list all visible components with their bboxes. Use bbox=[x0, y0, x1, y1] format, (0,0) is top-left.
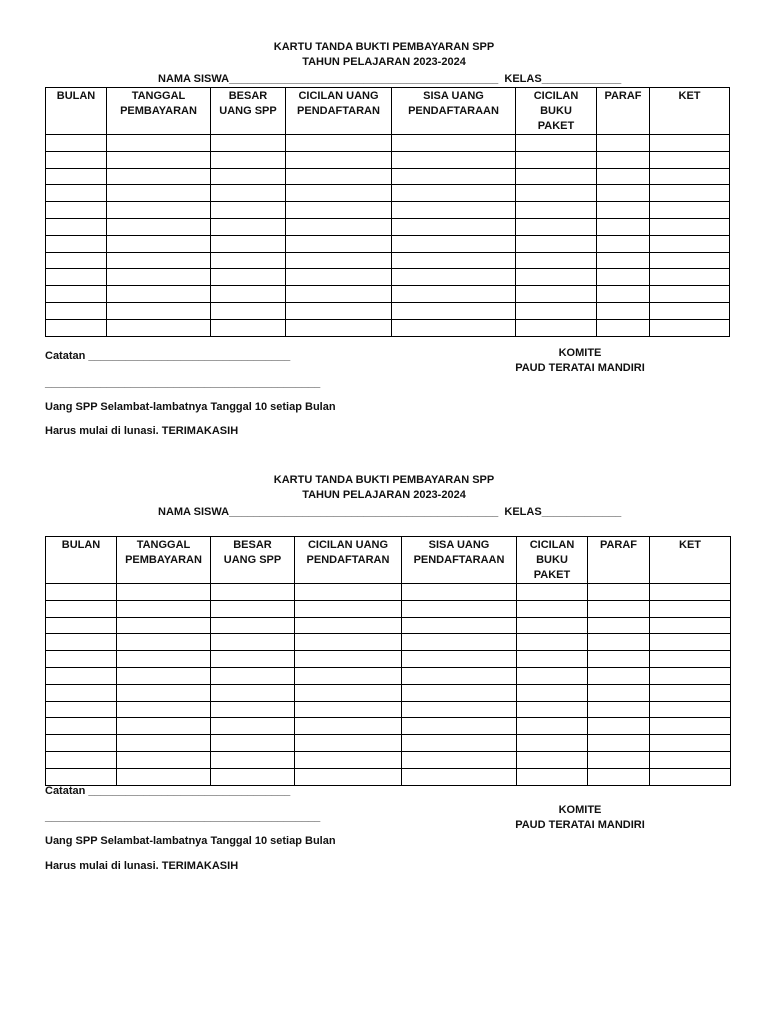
table-cell bbox=[517, 617, 588, 634]
notes-line: _________________________________ bbox=[88, 350, 291, 362]
table-cell bbox=[46, 286, 107, 303]
table-row bbox=[46, 135, 730, 152]
table-cell bbox=[211, 617, 295, 634]
table-cell bbox=[211, 651, 295, 668]
table-cell bbox=[516, 218, 597, 235]
table-cell bbox=[295, 651, 402, 668]
table-cell bbox=[516, 202, 597, 219]
table-cell bbox=[295, 701, 402, 718]
table-cell bbox=[402, 751, 517, 768]
table-cell bbox=[107, 269, 211, 286]
table-cell bbox=[117, 701, 211, 718]
table-cell bbox=[597, 235, 650, 252]
table-cell bbox=[117, 651, 211, 668]
committee-name: PAUD TERATAI MANDIRI bbox=[515, 362, 645, 374]
payment-table bbox=[45, 87, 730, 337]
column-header: CICILAN UANG PENDAFTARAN bbox=[295, 537, 402, 584]
table-cell bbox=[650, 634, 731, 651]
column-header: CICILAN BUKU PAKET bbox=[517, 537, 588, 584]
column-header: SISA UANG PENDAFTARAAN bbox=[392, 88, 516, 135]
table-cell bbox=[46, 218, 107, 235]
table-cell bbox=[517, 768, 588, 785]
table-row bbox=[46, 286, 730, 303]
table-cell bbox=[295, 600, 402, 617]
table-cell bbox=[286, 252, 392, 269]
table-cell bbox=[117, 768, 211, 785]
table-cell bbox=[650, 617, 731, 634]
table-cell bbox=[46, 634, 117, 651]
table-cell bbox=[588, 584, 650, 601]
table-cell bbox=[392, 319, 516, 336]
table-cell bbox=[117, 617, 211, 634]
committee-block bbox=[490, 346, 670, 376]
table-cell bbox=[588, 701, 650, 718]
table-cell bbox=[650, 718, 731, 735]
table-cell bbox=[211, 684, 295, 701]
table-cell bbox=[597, 286, 650, 303]
table-row bbox=[46, 667, 731, 684]
academic-year: TAHUN PELAJARAN 2023-2024 bbox=[302, 489, 466, 501]
table-cell bbox=[117, 751, 211, 768]
table-cell bbox=[286, 286, 392, 303]
column-header: BULAN bbox=[46, 537, 117, 584]
table-row bbox=[46, 151, 730, 168]
table-cell bbox=[588, 751, 650, 768]
table-cell bbox=[117, 735, 211, 752]
closing-text: Harus mulai di lunasi. TERIMAKASIH bbox=[45, 860, 239, 872]
table-cell bbox=[516, 252, 597, 269]
table-header-row bbox=[46, 88, 730, 135]
table-header-row bbox=[46, 537, 731, 584]
table-cell bbox=[650, 218, 730, 235]
table-cell bbox=[588, 651, 650, 668]
table-cell bbox=[650, 701, 731, 718]
table-cell bbox=[286, 168, 392, 185]
table-cell bbox=[295, 584, 402, 601]
table-cell bbox=[211, 701, 295, 718]
table-cell bbox=[286, 218, 392, 235]
table-row bbox=[46, 584, 731, 601]
table-cell bbox=[117, 600, 211, 617]
table-row bbox=[46, 617, 731, 634]
table-cell bbox=[588, 718, 650, 735]
table-cell bbox=[46, 735, 117, 752]
student-name-label: NAMA SISWA bbox=[158, 73, 230, 85]
notes-line-2: _____________________________________________ bbox=[45, 377, 321, 389]
table-cell bbox=[597, 135, 650, 152]
table-cell bbox=[107, 168, 211, 185]
table-cell bbox=[392, 269, 516, 286]
table-cell bbox=[517, 735, 588, 752]
table-cell bbox=[211, 235, 286, 252]
table-cell bbox=[46, 319, 107, 336]
card-title: KARTU TANDA BUKTI PEMBAYARAN SPP bbox=[273, 474, 495, 486]
student-name-line: ____________________________________________ bbox=[229, 73, 499, 85]
table-row bbox=[46, 634, 731, 651]
table-cell bbox=[46, 684, 117, 701]
column-header: KET bbox=[650, 537, 731, 584]
table-cell bbox=[295, 684, 402, 701]
table-cell bbox=[107, 151, 211, 168]
table-cell bbox=[588, 634, 650, 651]
table-cell bbox=[517, 667, 588, 684]
table-cell bbox=[107, 302, 211, 319]
table-cell bbox=[46, 252, 107, 269]
table-cell bbox=[392, 302, 516, 319]
table-row bbox=[46, 718, 731, 735]
table-row bbox=[46, 168, 730, 185]
table-cell bbox=[588, 667, 650, 684]
column-header: BESAR UANG SPP bbox=[211, 537, 295, 584]
student-name-label: NAMA SISWA bbox=[158, 506, 230, 518]
table-cell bbox=[211, 718, 295, 735]
table-cell bbox=[650, 319, 730, 336]
table-cell bbox=[295, 751, 402, 768]
table-cell bbox=[211, 634, 295, 651]
column-header: BESAR UANG SPP bbox=[211, 88, 286, 135]
table-cell bbox=[211, 768, 295, 785]
table-cell bbox=[516, 168, 597, 185]
table-cell bbox=[295, 718, 402, 735]
table-cell bbox=[516, 185, 597, 202]
table-cell bbox=[597, 302, 650, 319]
table-cell bbox=[402, 768, 517, 785]
table-cell bbox=[392, 135, 516, 152]
table-row bbox=[46, 302, 730, 319]
table-cell bbox=[107, 252, 211, 269]
table-cell bbox=[650, 584, 731, 601]
table-row bbox=[46, 269, 730, 286]
table-cell bbox=[107, 319, 211, 336]
table-body bbox=[46, 584, 731, 786]
table-cell bbox=[46, 168, 107, 185]
table-cell bbox=[402, 651, 517, 668]
committee-name: PAUD TERATAI MANDIRI bbox=[515, 819, 645, 831]
table-cell bbox=[117, 684, 211, 701]
table-cell bbox=[516, 302, 597, 319]
table-cell bbox=[107, 235, 211, 252]
table-cell bbox=[46, 667, 117, 684]
table-cell bbox=[650, 185, 730, 202]
table-cell bbox=[46, 600, 117, 617]
table-cell bbox=[117, 718, 211, 735]
table-cell bbox=[286, 302, 392, 319]
table-cell bbox=[402, 634, 517, 651]
table-cell bbox=[211, 151, 286, 168]
table-cell bbox=[46, 235, 107, 252]
table-cell bbox=[650, 135, 730, 152]
table-cell bbox=[211, 584, 295, 601]
table-cell bbox=[588, 768, 650, 785]
notes-label: Catatan bbox=[45, 350, 86, 362]
table-cell bbox=[402, 617, 517, 634]
notes-row bbox=[45, 784, 290, 798]
payment-rule: Uang SPP Selambat-lambatnya Tanggal 10 setiap Bulan bbox=[45, 835, 336, 847]
column-header: TANGGAL PEMBAYARAN bbox=[107, 88, 211, 135]
committee-block bbox=[490, 803, 670, 833]
table-cell bbox=[597, 319, 650, 336]
table-cell bbox=[650, 667, 731, 684]
table-cell bbox=[517, 634, 588, 651]
column-header: TANGGAL PEMBAYARAN bbox=[117, 537, 211, 584]
table-cell bbox=[597, 252, 650, 269]
card-title: KARTU TANDA BUKTI PEMBAYARAN SPP bbox=[273, 41, 495, 53]
table-cell bbox=[402, 718, 517, 735]
table-cell bbox=[650, 735, 731, 752]
table-cell bbox=[597, 269, 650, 286]
table-cell bbox=[597, 218, 650, 235]
table-cell bbox=[402, 600, 517, 617]
table-cell bbox=[597, 185, 650, 202]
table-cell bbox=[516, 235, 597, 252]
table-cell bbox=[211, 751, 295, 768]
table-cell bbox=[46, 202, 107, 219]
table-row bbox=[46, 600, 731, 617]
column-header: PARAF bbox=[597, 88, 650, 135]
class-label: KELAS bbox=[504, 73, 542, 85]
table-cell bbox=[211, 185, 286, 202]
table-cell bbox=[402, 735, 517, 752]
table-cell bbox=[211, 269, 286, 286]
table-body bbox=[46, 135, 730, 337]
column-header: BULAN bbox=[46, 88, 107, 135]
table-cell bbox=[211, 667, 295, 684]
table-cell bbox=[517, 651, 588, 668]
table-cell bbox=[516, 269, 597, 286]
table-row bbox=[46, 735, 731, 752]
table-cell bbox=[392, 151, 516, 168]
table-cell bbox=[211, 600, 295, 617]
table-cell bbox=[650, 768, 731, 785]
table-cell bbox=[286, 185, 392, 202]
table-row bbox=[46, 768, 731, 785]
column-header: SISA UANG PENDAFTARAAN bbox=[402, 537, 517, 584]
table-row bbox=[46, 751, 731, 768]
table-row bbox=[46, 651, 731, 668]
table-cell bbox=[392, 202, 516, 219]
table-cell bbox=[117, 634, 211, 651]
table-row bbox=[46, 202, 730, 219]
table-cell bbox=[211, 168, 286, 185]
column-header: CICILAN UANG PENDAFTARAN bbox=[286, 88, 392, 135]
table-row bbox=[46, 684, 731, 701]
table-cell bbox=[650, 235, 730, 252]
student-info-row bbox=[158, 72, 621, 86]
table-cell bbox=[588, 617, 650, 634]
closing-text: Harus mulai di lunasi. TERIMAKASIH bbox=[45, 425, 239, 437]
table-row bbox=[46, 235, 730, 252]
table-cell bbox=[107, 218, 211, 235]
table-cell bbox=[46, 718, 117, 735]
table-cell bbox=[286, 202, 392, 219]
student-info-row bbox=[158, 505, 621, 519]
table-cell bbox=[517, 600, 588, 617]
table-cell bbox=[46, 151, 107, 168]
table-cell bbox=[650, 751, 731, 768]
table-cell bbox=[46, 185, 107, 202]
table-cell bbox=[517, 684, 588, 701]
table-cell bbox=[295, 634, 402, 651]
academic-year: TAHUN PELAJARAN 2023-2024 bbox=[302, 56, 466, 68]
table-cell bbox=[588, 600, 650, 617]
table-cell bbox=[107, 202, 211, 219]
table-cell bbox=[392, 185, 516, 202]
notes-row bbox=[45, 349, 290, 363]
table-cell bbox=[650, 651, 731, 668]
table-cell bbox=[402, 667, 517, 684]
table-cell bbox=[392, 168, 516, 185]
table-cell bbox=[402, 701, 517, 718]
table-cell bbox=[107, 185, 211, 202]
table-cell bbox=[286, 235, 392, 252]
table-cell bbox=[46, 768, 117, 785]
table-cell bbox=[46, 135, 107, 152]
table-cell bbox=[117, 584, 211, 601]
table-cell bbox=[516, 151, 597, 168]
table-cell bbox=[402, 584, 517, 601]
table-cell bbox=[211, 302, 286, 319]
table-cell bbox=[295, 768, 402, 785]
column-header: PARAF bbox=[588, 537, 650, 584]
table-cell bbox=[211, 135, 286, 152]
table-cell bbox=[650, 286, 730, 303]
table-cell bbox=[516, 286, 597, 303]
table-cell bbox=[46, 584, 117, 601]
class-label: KELAS bbox=[504, 506, 542, 518]
table-cell bbox=[392, 252, 516, 269]
table-cell bbox=[211, 218, 286, 235]
table-cell bbox=[46, 617, 117, 634]
column-header: CICILAN BUKU PAKET bbox=[516, 88, 597, 135]
payment-table bbox=[45, 536, 731, 786]
student-name-line: ____________________________________________ bbox=[229, 506, 499, 518]
table-cell bbox=[517, 701, 588, 718]
table-row bbox=[46, 319, 730, 336]
notes-line-2: _____________________________________________ bbox=[45, 811, 321, 823]
class-line: _____________ bbox=[541, 506, 622, 518]
table-cell bbox=[286, 135, 392, 152]
table-cell bbox=[650, 302, 730, 319]
table-cell bbox=[295, 735, 402, 752]
table-cell bbox=[392, 218, 516, 235]
table-cell bbox=[597, 168, 650, 185]
table-cell bbox=[597, 151, 650, 168]
table-cell bbox=[517, 584, 588, 601]
table-cell bbox=[588, 735, 650, 752]
table-cell bbox=[392, 286, 516, 303]
table-cell bbox=[516, 135, 597, 152]
table-cell bbox=[597, 202, 650, 219]
table-cell bbox=[211, 252, 286, 269]
table-row bbox=[46, 218, 730, 235]
table-cell bbox=[46, 701, 117, 718]
table-cell bbox=[286, 151, 392, 168]
table-cell bbox=[650, 151, 730, 168]
table-row bbox=[46, 701, 731, 718]
payment-rule: Uang SPP Selambat-lambatnya Tanggal 10 setiap Bulan bbox=[45, 401, 336, 413]
table-cell bbox=[46, 651, 117, 668]
committee-title: KOMITE bbox=[558, 804, 602, 816]
table-cell bbox=[650, 168, 730, 185]
table-cell bbox=[286, 269, 392, 286]
table-cell bbox=[517, 751, 588, 768]
table-cell bbox=[107, 135, 211, 152]
table-cell bbox=[516, 319, 597, 336]
table-row bbox=[46, 252, 730, 269]
class-line: _____________ bbox=[541, 73, 622, 85]
table-cell bbox=[211, 286, 286, 303]
table-cell bbox=[117, 667, 211, 684]
table-cell bbox=[211, 202, 286, 219]
table-cell bbox=[650, 684, 731, 701]
table-cell bbox=[517, 718, 588, 735]
table-cell bbox=[402, 684, 517, 701]
table-cell bbox=[650, 600, 731, 617]
table-cell bbox=[46, 302, 107, 319]
table-cell bbox=[392, 235, 516, 252]
table-cell bbox=[46, 751, 117, 768]
table-cell bbox=[286, 319, 392, 336]
notes-line: _________________________________ bbox=[88, 785, 291, 797]
table-cell bbox=[46, 269, 107, 286]
table-cell bbox=[211, 319, 286, 336]
column-header: KET bbox=[650, 88, 730, 135]
table-cell bbox=[588, 684, 650, 701]
table-cell bbox=[295, 667, 402, 684]
table-cell bbox=[295, 617, 402, 634]
committee-title: KOMITE bbox=[558, 347, 602, 359]
table-cell bbox=[650, 202, 730, 219]
table-cell bbox=[650, 252, 730, 269]
table-cell bbox=[650, 269, 730, 286]
table-cell bbox=[211, 735, 295, 752]
table-cell bbox=[107, 286, 211, 303]
notes-label: Catatan bbox=[45, 785, 86, 797]
table-row bbox=[46, 185, 730, 202]
